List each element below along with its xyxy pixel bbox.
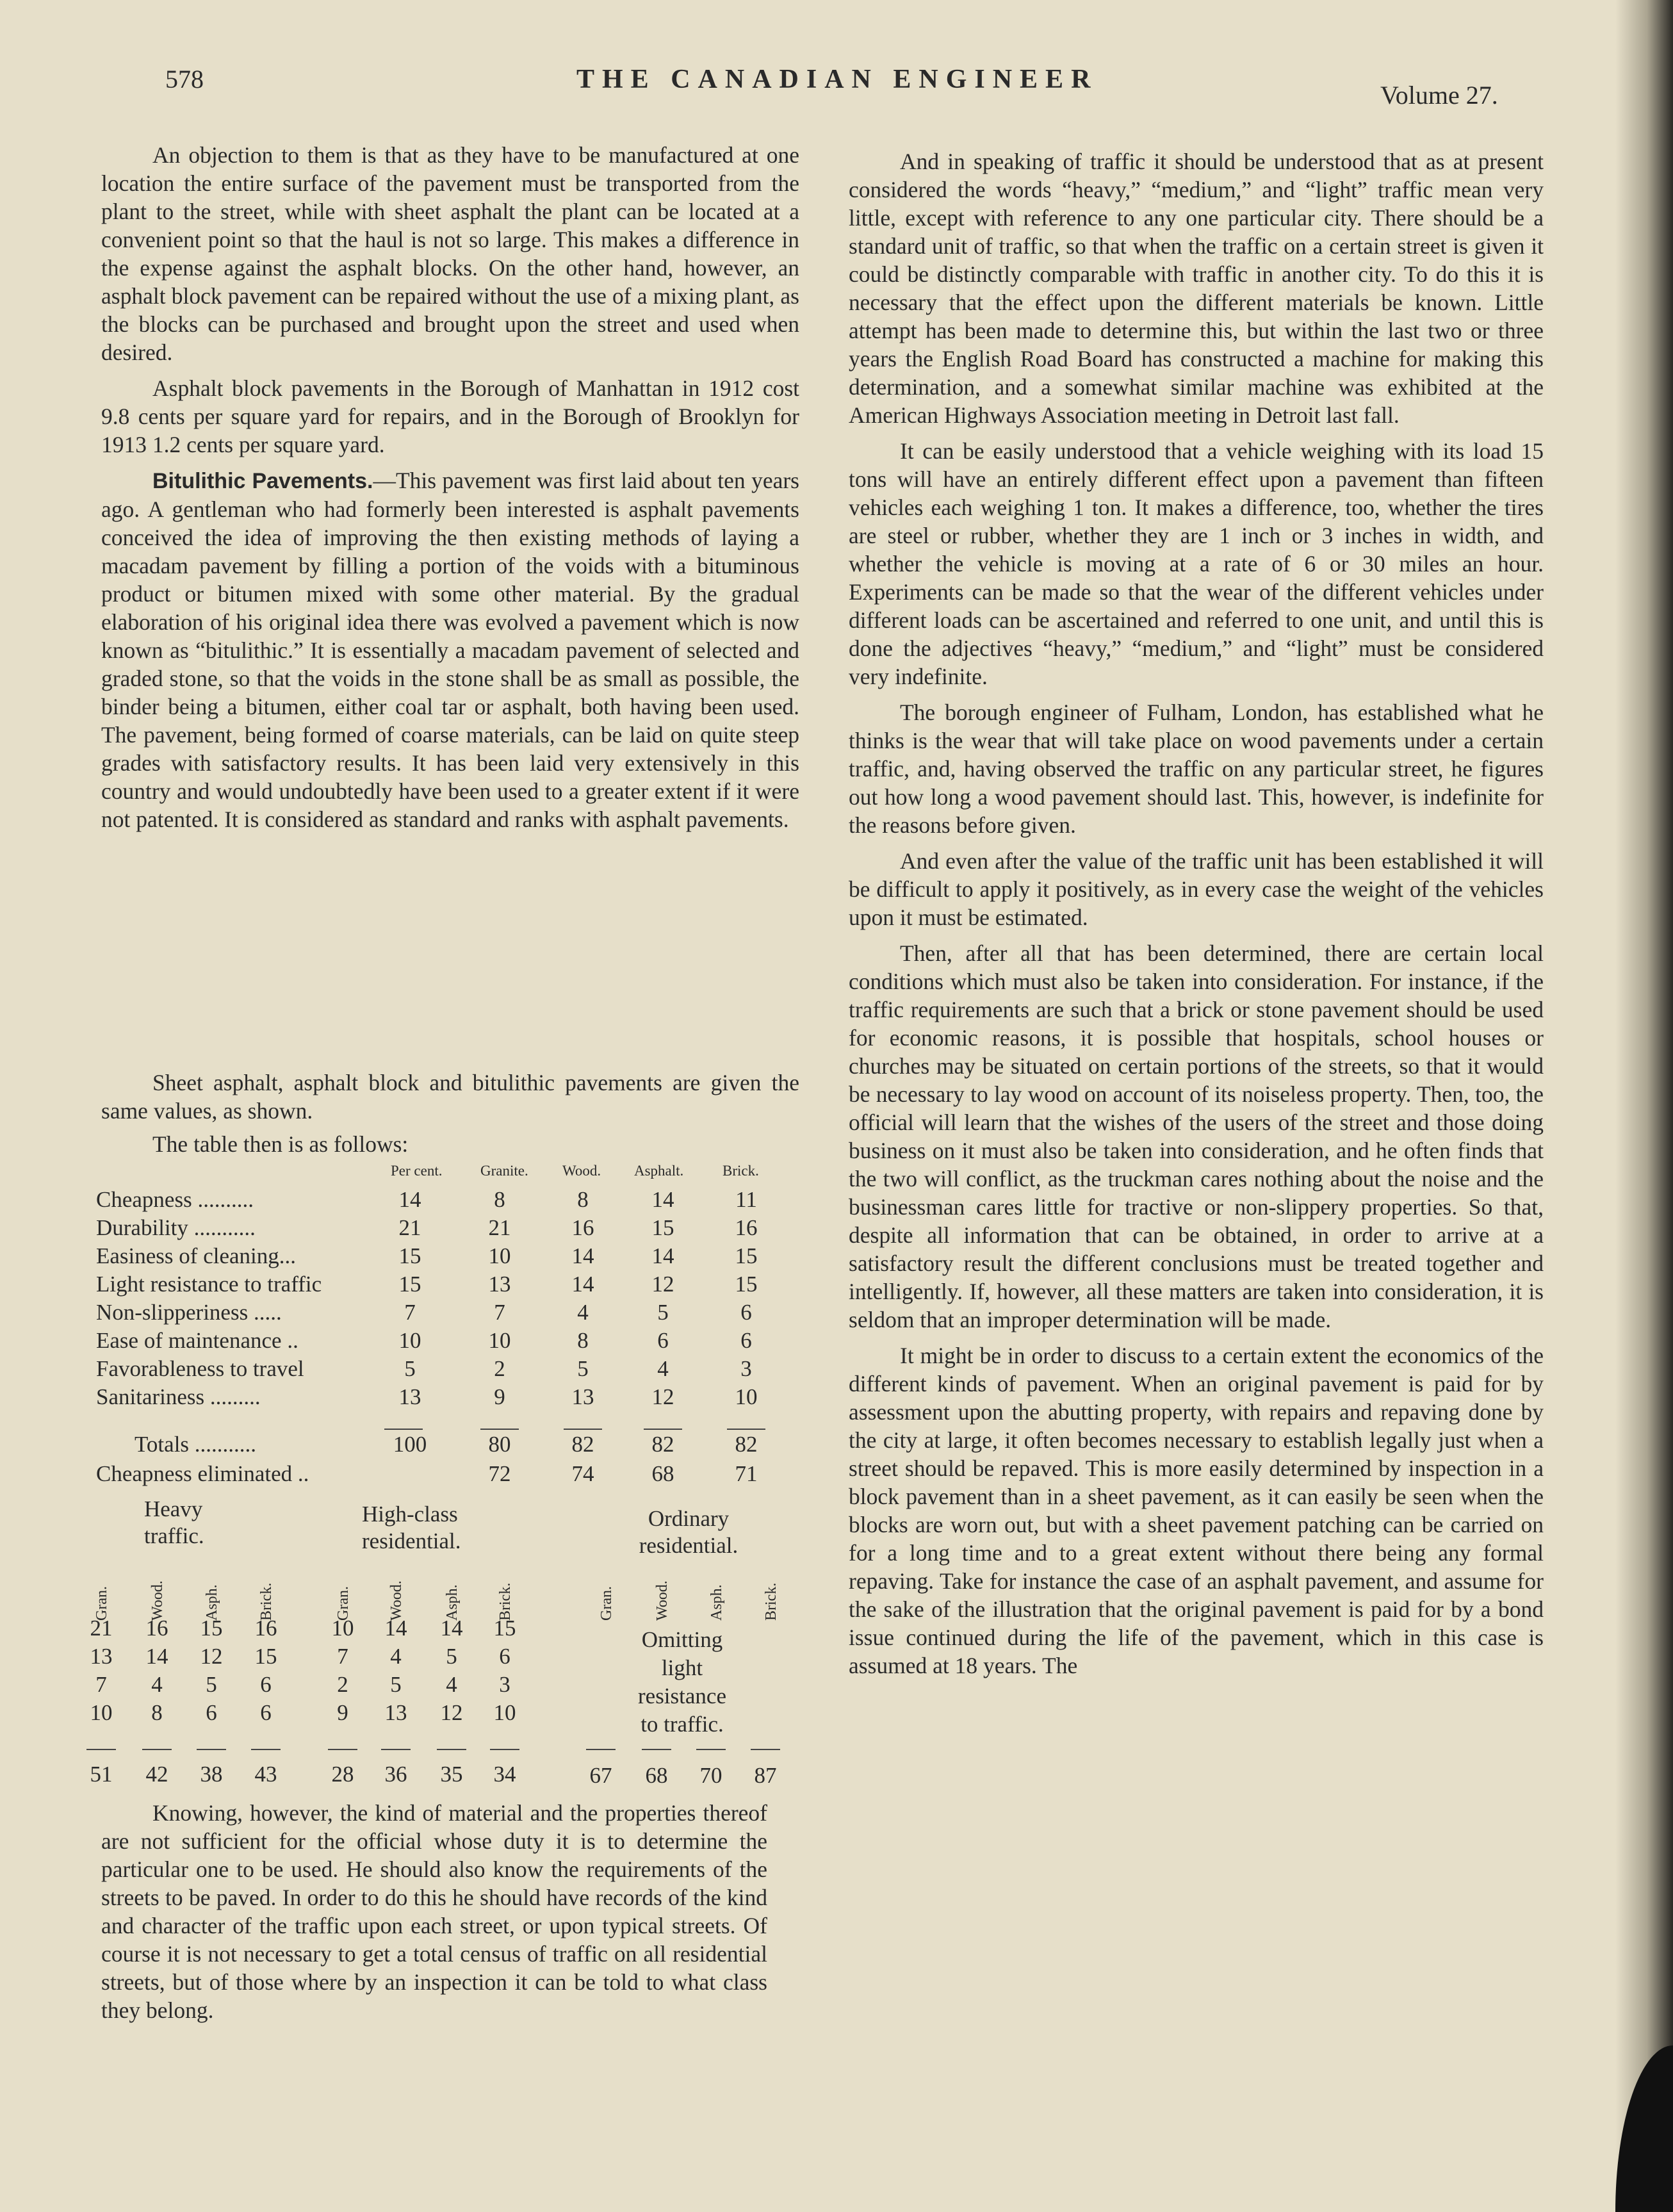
cheapness-eliminated-row: Cheapness eliminated .. 72 74 68 71: [96, 1461, 758, 1486]
traffic-cell: 13: [90, 1644, 113, 1669]
total-cell: 34: [493, 1762, 516, 1787]
rule: [751, 1749, 780, 1750]
ordinary-note-line: light: [661, 1655, 703, 1680]
paragraph: Knowing, however, the kind of material and the properties thereof are not sufficient for the official whose duty it is to determine the particular one to be used. He should also know the requirements of the streets to be paved. In order to do this he should have records of the kind and character of the traffic upon each street, or upon typical streets. Of course it is not necessary to get a total census of traffic on all residential streets, but of those where by an inspection it can be told to what class they belong.: [101, 1800, 767, 2023]
table-cell: 21: [488, 1215, 511, 1240]
table-cell: 13: [398, 1384, 421, 1409]
table-cell: 6: [740, 1300, 752, 1325]
traffic-cell: 4: [446, 1672, 457, 1697]
table-row: [96, 1187, 794, 1215]
row-label: Cheapness ..........: [96, 1187, 254, 1212]
col-header: Gran.: [94, 1586, 110, 1621]
traffic-cell: 15: [254, 1644, 277, 1669]
col-header: Asph.: [204, 1584, 220, 1621]
total-cell: 70: [699, 1763, 722, 1788]
journal-title: THE CANADIAN ENGINEER: [576, 65, 1098, 94]
traffic-cell: 14: [145, 1644, 168, 1669]
traffic-cell: 14: [384, 1616, 407, 1641]
traffic-cell: 6: [206, 1700, 217, 1725]
traffic-cell: 6: [499, 1644, 510, 1669]
total-cell: 87: [754, 1763, 777, 1788]
col-header: Granite.: [480, 1163, 528, 1179]
table-cell: 16: [571, 1215, 594, 1240]
traffic-cell: 4: [151, 1672, 163, 1697]
table-cell: 7: [494, 1300, 505, 1325]
rule: [381, 1749, 411, 1750]
traffic-cell: 5: [446, 1644, 457, 1669]
table-cell: 11: [735, 1187, 757, 1212]
traffic-cell: 5: [390, 1672, 402, 1697]
col-header: Per cent.: [391, 1163, 443, 1179]
table-cell: 12: [651, 1272, 674, 1297]
table-cell: 14: [398, 1187, 421, 1212]
table-cell: 5: [404, 1356, 416, 1381]
ordinary-title: Ordinary residential.: [639, 1506, 739, 1558]
section-heading: Bitulithic Pavements.: [152, 469, 373, 493]
col-header: Asphalt.: [634, 1163, 684, 1179]
row-label: Light resistance to traffic: [96, 1272, 322, 1297]
traffic-cell: 7: [337, 1644, 348, 1669]
table-cell: 15: [398, 1272, 421, 1297]
table-cell: 3: [740, 1356, 752, 1381]
col-header: Wood.: [149, 1580, 166, 1621]
traffic-cell: 5: [206, 1672, 217, 1697]
col-header: Wood.: [562, 1163, 601, 1179]
table-row: [96, 1384, 794, 1413]
paragraph: Asphalt block pavements in the Borough of Manhattan in 1912 cost 9.8 cents per square yard for repairs, and in the Borough of Brooklyn for 1913 1.2 cents per square yard.: [101, 375, 799, 457]
rule: [251, 1749, 281, 1750]
ordinary-note-line: Omitting: [641, 1627, 723, 1652]
rule: [328, 1749, 357, 1750]
rule: [586, 1749, 616, 1750]
rule: [197, 1749, 226, 1750]
total-cell: 51: [90, 1762, 113, 1787]
rule: [696, 1749, 726, 1750]
table-cell: 16: [735, 1215, 758, 1240]
col-header: Brick.: [722, 1163, 759, 1179]
traffic-cell: 21: [90, 1616, 113, 1641]
table-cell: 21: [398, 1215, 421, 1240]
rule: [384, 1429, 423, 1430]
table-cell: 5: [577, 1356, 589, 1381]
table-row: [96, 1328, 794, 1356]
total-cell: 36: [384, 1762, 407, 1787]
total-cell: 35: [440, 1762, 463, 1787]
col-header: Gran.: [598, 1586, 615, 1621]
table-cell: 12: [651, 1384, 674, 1409]
rule: [490, 1749, 519, 1750]
paragraph: Bitulithic Pavements.—This pavement was first laid about ten years ago. A gentleman who had formerly been interested is asphalt pavements conceived the idea of improving the then existing methods of laying a macadam pavement by filling a portion of the voids with a bituminous product or bitumen mixed with some other material. By the gradual elaboration of his original idea there was evolved a pavement which is now known as “bitulithic.” It is essentially a macadam pavement of selected and graded stone, so that the voids in the stone shall be as small as possible, the binder being a bitumen, either coal tar or asphalt, both having been used. The pavement, being formed of coarse materials, can be laid on quite steep grades with satisfactory results. It has been laid very extensively in this country and would undoubtedly have been used to a greater extent if it were not patented. It is considered as standard and ranks with asphalt pavements.: [101, 468, 799, 832]
table-cell: 4: [657, 1356, 669, 1381]
traffic-cell: 12: [440, 1700, 463, 1725]
table-cell: 13: [571, 1384, 594, 1409]
total-cell: 68: [645, 1763, 668, 1788]
total-cell: 43: [254, 1762, 277, 1787]
traffic-cell: 15: [200, 1616, 223, 1641]
rule: [644, 1429, 682, 1430]
table-cell: 14: [651, 1187, 674, 1212]
rule: [437, 1749, 466, 1750]
left-column-bottom: [101, 1799, 767, 2032]
traffic-cell: 15: [493, 1616, 516, 1641]
rule: [142, 1749, 172, 1750]
table-cell: 6: [740, 1328, 752, 1353]
traffic-cell: 3: [499, 1672, 510, 1697]
col-header: Wood.: [654, 1580, 671, 1621]
volume-label: Volume 27.: [1380, 81, 1498, 110]
paragraph: The borough engineer of Fulham, London, has established what he thinks is the wear that will take place on wood pavements under a certain traffic, and, having observed the traffic on any particular street, he figures out how long a wood pavement should last. This, however, is indefinite for the reasons before given.: [849, 700, 1544, 838]
table-cell: 5: [657, 1300, 669, 1325]
totals-row: Totals ........... 100 80 82 82 82: [135, 1432, 758, 1457]
col-header: Gran.: [335, 1586, 352, 1621]
paragraph: And even after the value of the traffic unit has been established it will be difficult to apply it positively, as in every case the weight of the vehicles upon it must be estimated.: [849, 848, 1544, 930]
left-column-top: [101, 141, 799, 841]
table-cell: 15: [735, 1272, 758, 1297]
table-row: [96, 1300, 794, 1328]
page-number: 578: [165, 65, 204, 94]
rule: [642, 1749, 671, 1750]
table-cell: 14: [571, 1243, 594, 1268]
paragraph: Then, after all that has been determined, there are certain local conditions which must also be taken into consideration. For instance, if the traffic requirements are such that a brick or stone pavement should be used for economic reasons, it is possible that hospitals, school houses or churches may be situated on certain portions of the streets, so that it would be necessary to lay wood on account of its noiseless property. Then, too, the official will learn that the wishes of the users of the street and those doing business on it must also be taken into consideration, and he often finds that the two will conflict, as the truckman cares nothing about the noise and the businessman cares little for tractive or non-slippery properties. So that, despite all information that can be obtained, in order to arrive at a satisfactory result the different conclusions must be treated together and intelligently. If, however, all these matters are taken into consideration, it is seldom that an improper determination will be made.: [849, 940, 1544, 1332]
page-gutter-shadow: [1615, 0, 1673, 2212]
total-cell: 67: [589, 1763, 612, 1788]
rule: [564, 1429, 602, 1430]
paragraph: And in speaking of traffic it should be understood that as at present considered the words “heavy,” “medium,” and “light” traffic mean very little, except with reference to any one particular city. There should be a standard unit of traffic, so that when the traffic on a certain street is given it could be distinctly comparable with traffic in another city. To do this it is necessary that the effect upon the different materials be known. Little attempt has been made to determine this, but within the last two or three years the English Road Board has constructed a machine for making this determination, and a somewhat similar machine was exhibited at the American Highways Association meeting in Detroit last fall.: [849, 149, 1544, 428]
traffic-cell: 10: [493, 1700, 516, 1725]
traffic-cell: 12: [200, 1644, 223, 1669]
traffic-cell: 6: [260, 1700, 272, 1725]
table-cell: 14: [571, 1272, 594, 1297]
table-cell: 8: [494, 1187, 505, 1212]
traffic-cell: 2: [337, 1672, 348, 1697]
traffic-cell: 8: [151, 1700, 163, 1725]
table-cell: 10: [488, 1243, 511, 1268]
paragraph: Sheet asphalt, asphalt block and bitulithic pavements are given the same values, as shown.: [101, 1070, 799, 1124]
total-cell: 28: [331, 1762, 354, 1787]
col-header: Brick.: [497, 1582, 514, 1621]
rule: [86, 1749, 116, 1750]
paragraph: It can be easily understood that a vehicle weighing with its load 15 tons will have an entirely different effect upon a pavement than fifteen vehicles each weighing 1 ton. It makes a difference, too, whether the tires are steel or rubber, whether they are 1 inch or 3 inches in width, and whether the vehicle is moving at a rate of 6 or 30 miles an hour. Experiments can be made so that the wear of the different vehicles under different loads can be ascertained and referred to one unit, and until this is done the adjectives “heavy,” “medium,” and “light” must be considered very indefinite.: [849, 438, 1544, 689]
paragraph: An objection to them is that as they have to be manufactured at one location the entire surface of the pavement must be transported from the plant to the street, while with sheet asphalt the plant can be located at a convenient point so that the haul is not so large. This makes a difference in the expense against the asphalt blocks. On the other hand, however, an asphalt block pavement can be repaired without the use of a mixing plant, as the blocks can be purchased and brought upon the street and used when desired.: [101, 142, 799, 365]
table-cell: 15: [398, 1243, 421, 1268]
table-cell: 8: [577, 1328, 589, 1353]
col-header: Brick.: [763, 1582, 779, 1621]
col-header: Wood.: [388, 1580, 405, 1621]
total-cell: 42: [145, 1762, 168, 1787]
table-cell: 9: [494, 1384, 505, 1409]
row-label: Easiness of cleaning...: [96, 1243, 296, 1268]
row-label: Favorableness to travel: [96, 1356, 304, 1381]
traffic-cell: 16: [145, 1616, 168, 1641]
total-cell: 38: [200, 1762, 223, 1787]
table-cell: 15: [651, 1215, 674, 1240]
heavy-traffic-title: Heavy traffic.: [144, 1496, 204, 1548]
rule: [727, 1429, 765, 1430]
traffic-cell: 10: [331, 1616, 354, 1641]
ordinary-note-line: resistance: [638, 1684, 726, 1708]
traffic-cell: 14: [440, 1616, 463, 1641]
ordinary-note-line: to traffic.: [641, 1712, 724, 1737]
col-header: Asph.: [444, 1584, 461, 1621]
table-cell: 14: [651, 1243, 674, 1268]
paragraph: It might be in order to discuss to a certain extent the economics of the different kinds of pavement. When an original pavement is paid for by assessment upon the abutting property, with repairs and repaving done by the city at large, it often becomes necessary to establish legally just when a street should be repaved. This is more easily determined by inspection in a block pavement than in a sheet pavement, as it can easily be seen when the blocks are worn out, but with a sheet pavement patching can be carried on for a long time and to a great extent without there being any formal repaving. Take for instance the case of an asphalt pavement, and assume for the sake of the illustration that the original pavement is paid for by a bond issue continued during the life of the pavement, which in this case is assumed at 18 years. The: [849, 1343, 1544, 1678]
table-row: [96, 1243, 794, 1272]
table-cell: 10: [488, 1328, 511, 1353]
table-cell: 10: [398, 1328, 421, 1353]
col-header: Brick.: [258, 1582, 275, 1621]
rule: [480, 1429, 519, 1430]
table-row: [96, 1356, 794, 1384]
high-class-title: High-class residential.: [362, 1502, 461, 1553]
table-cell: 13: [488, 1272, 511, 1297]
table-row: [96, 1215, 794, 1243]
traffic-cell: 16: [254, 1616, 277, 1641]
table-cell: 6: [657, 1328, 669, 1353]
traffic-cell: 4: [390, 1644, 402, 1669]
row-label: Sanitariness .........: [96, 1384, 261, 1409]
table-cell: 15: [735, 1243, 758, 1268]
table-cell: 8: [577, 1187, 589, 1212]
traffic-cell: 9: [337, 1700, 348, 1725]
traffic-cell: 6: [260, 1672, 272, 1697]
row-label: Durability ...........: [96, 1215, 256, 1240]
right-column: [849, 147, 1544, 1687]
traffic-cell: 10: [90, 1700, 113, 1725]
traffic-cell: 7: [95, 1672, 107, 1697]
table-cell: 10: [735, 1384, 758, 1409]
left-column-intro: [101, 1069, 799, 1166]
traffic-cell: 13: [384, 1700, 407, 1725]
paragraph: The table then is as follows:: [152, 1131, 409, 1157]
table-cell: 4: [577, 1300, 589, 1325]
table-cell: 2: [494, 1356, 505, 1381]
row-label: Ease of maintenance ..: [96, 1328, 298, 1353]
table-row: [96, 1272, 794, 1300]
col-header: Asph.: [708, 1584, 725, 1621]
table-cell: 7: [404, 1300, 416, 1325]
row-label: Non-slipperiness .....: [96, 1300, 282, 1325]
